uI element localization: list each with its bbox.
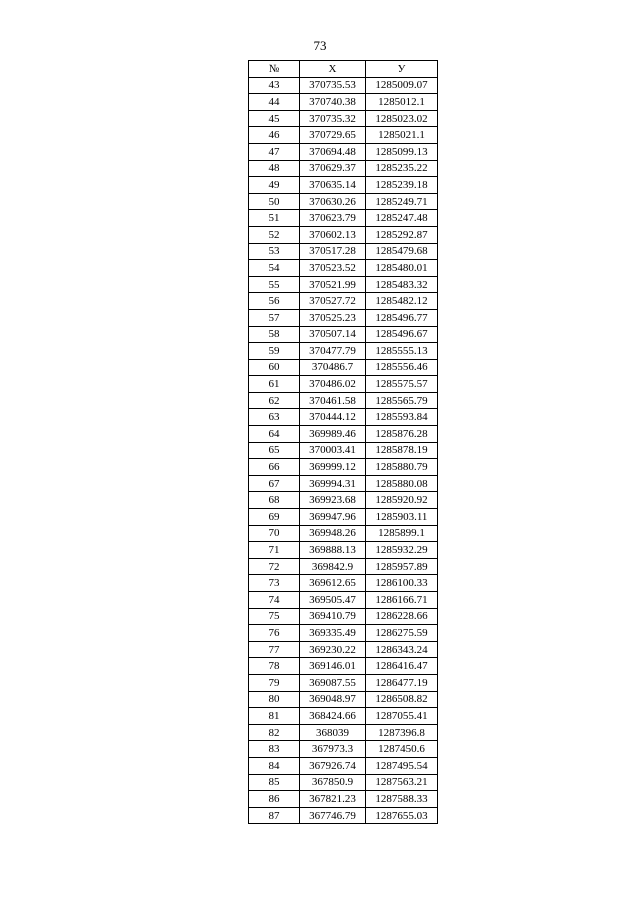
table-body: [249, 77, 438, 824]
point-number-cell: 66: [249, 459, 300, 476]
table-row: [249, 210, 438, 227]
table-row: [249, 774, 438, 791]
table-row: [249, 608, 438, 625]
x-coordinate-cell: 369505.47: [300, 592, 366, 609]
point-number-cell: 45: [249, 110, 300, 127]
y-coordinate-cell: 1285565.79: [366, 392, 438, 409]
point-number-cell: 65: [249, 442, 300, 459]
point-number-cell: 84: [249, 757, 300, 774]
y-coordinate-cell: 1285556.46: [366, 359, 438, 376]
x-coordinate-cell: 370629.37: [300, 160, 366, 177]
y-coordinate-cell: 1287450.6: [366, 741, 438, 758]
y-coordinate-cell: 1285479.68: [366, 243, 438, 260]
table-row: [249, 475, 438, 492]
x-coordinate-cell: 370735.53: [300, 77, 366, 94]
x-coordinate-cell: 370523.52: [300, 260, 366, 277]
x-coordinate-cell: 369994.31: [300, 475, 366, 492]
point-number-cell: 48: [249, 160, 300, 177]
y-coordinate-cell: 1285899.1: [366, 525, 438, 542]
point-number-cell: 78: [249, 658, 300, 675]
x-coordinate-cell: 370003.41: [300, 442, 366, 459]
table-row: [249, 359, 438, 376]
x-coordinate-cell: 370635.14: [300, 177, 366, 194]
table-row: [249, 791, 438, 808]
coordinates-table: [248, 60, 438, 824]
table-row: [249, 293, 438, 310]
point-number-cell: 72: [249, 558, 300, 575]
y-coordinate-cell: 1286477.19: [366, 674, 438, 691]
table-row: [249, 658, 438, 675]
x-coordinate-cell: 370527.72: [300, 293, 366, 310]
point-number-cell: 71: [249, 542, 300, 559]
x-coordinate-cell: 370486.02: [300, 376, 366, 393]
point-number-cell: 47: [249, 143, 300, 160]
point-number-cell: 50: [249, 193, 300, 210]
x-coordinate-cell: 370740.38: [300, 94, 366, 111]
point-number-cell: 83: [249, 741, 300, 758]
x-coordinate-cell: 369087.55: [300, 674, 366, 691]
table-row: [249, 193, 438, 210]
point-number-cell: 79: [249, 674, 300, 691]
table-row: [249, 674, 438, 691]
y-coordinate-cell: 1285021.1: [366, 127, 438, 144]
x-coordinate-cell: 370461.58: [300, 392, 366, 409]
y-coordinate-cell: 1285880.79: [366, 459, 438, 476]
point-number-cell: 44: [249, 94, 300, 111]
point-number-cell: 70: [249, 525, 300, 542]
y-coordinate-cell: 1287563.21: [366, 774, 438, 791]
table-row: [249, 708, 438, 725]
table-row: [249, 143, 438, 160]
header-x: X: [300, 61, 366, 78]
y-coordinate-cell: 1286100.33: [366, 575, 438, 592]
x-coordinate-cell: 367850.9: [300, 774, 366, 791]
x-coordinate-cell: 369612.65: [300, 575, 366, 592]
x-coordinate-cell: 369888.13: [300, 542, 366, 559]
x-coordinate-cell: 367973.3: [300, 741, 366, 758]
table-header-row: [249, 61, 438, 78]
y-coordinate-cell: 1286343.24: [366, 641, 438, 658]
y-coordinate-cell: 1287055.41: [366, 708, 438, 725]
table-row: [249, 94, 438, 111]
point-number-cell: 59: [249, 343, 300, 360]
x-coordinate-cell: 370517.28: [300, 243, 366, 260]
table-row: [249, 376, 438, 393]
x-coordinate-cell: 369842.9: [300, 558, 366, 575]
x-coordinate-cell: 370694.48: [300, 143, 366, 160]
header-y: У: [366, 61, 438, 78]
point-number-cell: 61: [249, 376, 300, 393]
y-coordinate-cell: 1285575.57: [366, 376, 438, 393]
y-coordinate-cell: 1285009.07: [366, 77, 438, 94]
y-coordinate-cell: 1287588.33: [366, 791, 438, 808]
table-row: [249, 757, 438, 774]
point-number-cell: 86: [249, 791, 300, 808]
y-coordinate-cell: 1285920.92: [366, 492, 438, 509]
table-row: [249, 276, 438, 293]
x-coordinate-cell: 367821.23: [300, 791, 366, 808]
point-number-cell: 46: [249, 127, 300, 144]
y-coordinate-cell: 1285239.18: [366, 177, 438, 194]
point-number-cell: 49: [249, 177, 300, 194]
table-row: [249, 575, 438, 592]
y-coordinate-cell: 1285480.01: [366, 260, 438, 277]
point-number-cell: 58: [249, 326, 300, 343]
y-coordinate-cell: 1285876.28: [366, 426, 438, 443]
table-row: [249, 77, 438, 94]
x-coordinate-cell: 370602.13: [300, 226, 366, 243]
x-coordinate-cell: 369923.68: [300, 492, 366, 509]
y-coordinate-cell: 1285880.08: [366, 475, 438, 492]
y-coordinate-cell: 1285292.87: [366, 226, 438, 243]
y-coordinate-cell: 1285483.32: [366, 276, 438, 293]
point-number-cell: 81: [249, 708, 300, 725]
x-coordinate-cell: 369048.97: [300, 691, 366, 708]
x-coordinate-cell: 370486.7: [300, 359, 366, 376]
x-coordinate-cell: 369410.79: [300, 608, 366, 625]
x-coordinate-cell: 370507.14: [300, 326, 366, 343]
point-number-cell: 74: [249, 592, 300, 609]
table-row: [249, 260, 438, 277]
point-number-cell: 64: [249, 426, 300, 443]
point-number-cell: 68: [249, 492, 300, 509]
table-row: [249, 326, 438, 343]
x-coordinate-cell: 370729.65: [300, 127, 366, 144]
x-coordinate-cell: 367746.79: [300, 807, 366, 824]
page-number: 73: [313, 38, 327, 53]
table-row: [249, 160, 438, 177]
y-coordinate-cell: 1286275.59: [366, 625, 438, 642]
point-number-cell: 54: [249, 260, 300, 277]
x-coordinate-cell: 369335.49: [300, 625, 366, 642]
table-row: [249, 409, 438, 426]
point-number-cell: 67: [249, 475, 300, 492]
table-row: [249, 110, 438, 127]
y-coordinate-cell: 1285903.11: [366, 509, 438, 526]
x-coordinate-cell: 369947.96: [300, 509, 366, 526]
x-coordinate-cell: 370623.79: [300, 210, 366, 227]
y-coordinate-cell: 1287396.8: [366, 724, 438, 741]
y-coordinate-cell: 1285012.1: [366, 94, 438, 111]
y-coordinate-cell: 1285099.13: [366, 143, 438, 160]
table-row: [249, 558, 438, 575]
table-row: [249, 641, 438, 658]
table-row: [249, 243, 438, 260]
table-row: [249, 392, 438, 409]
y-coordinate-cell: 1285555.13: [366, 343, 438, 360]
y-coordinate-cell: 1285878.19: [366, 442, 438, 459]
x-coordinate-cell: 367926.74: [300, 757, 366, 774]
point-number-cell: 57: [249, 309, 300, 326]
x-coordinate-cell: 369989.46: [300, 426, 366, 443]
table-row: [249, 525, 438, 542]
table-row: [249, 691, 438, 708]
y-coordinate-cell: 1286508.82: [366, 691, 438, 708]
table-row: [249, 724, 438, 741]
table-row: [249, 426, 438, 443]
point-number-cell: 69: [249, 509, 300, 526]
point-number-cell: 75: [249, 608, 300, 625]
header-number: №: [249, 61, 300, 78]
y-coordinate-cell: 1287655.03: [366, 807, 438, 824]
table-row: [249, 343, 438, 360]
x-coordinate-cell: 369999.12: [300, 459, 366, 476]
point-number-cell: 82: [249, 724, 300, 741]
y-coordinate-cell: 1286228.66: [366, 608, 438, 625]
table-row: [249, 459, 438, 476]
y-coordinate-cell: 1285593.84: [366, 409, 438, 426]
table-row: [249, 442, 438, 459]
table-row: [249, 741, 438, 758]
y-coordinate-cell: 1285247.48: [366, 210, 438, 227]
point-number-cell: 87: [249, 807, 300, 824]
table-row: [249, 542, 438, 559]
point-number-cell: 63: [249, 409, 300, 426]
point-number-cell: 62: [249, 392, 300, 409]
table-row: [249, 807, 438, 824]
point-number-cell: 85: [249, 774, 300, 791]
y-coordinate-cell: 1286166.71: [366, 592, 438, 609]
point-number-cell: 53: [249, 243, 300, 260]
x-coordinate-cell: 369146.01: [300, 658, 366, 675]
point-number-cell: 43: [249, 77, 300, 94]
table-row: [249, 625, 438, 642]
x-coordinate-cell: 369948.26: [300, 525, 366, 542]
x-coordinate-cell: 368424.66: [300, 708, 366, 725]
x-coordinate-cell: 370630.26: [300, 193, 366, 210]
y-coordinate-cell: 1285023.02: [366, 110, 438, 127]
point-number-cell: 56: [249, 293, 300, 310]
x-coordinate-cell: 370477.79: [300, 343, 366, 360]
x-coordinate-cell: 370735.32: [300, 110, 366, 127]
table-row: [249, 127, 438, 144]
x-coordinate-cell: 369230.22: [300, 641, 366, 658]
y-coordinate-cell: 1287495.54: [366, 757, 438, 774]
x-coordinate-cell: 368039: [300, 724, 366, 741]
y-coordinate-cell: 1286416.47: [366, 658, 438, 675]
y-coordinate-cell: 1285496.67: [366, 326, 438, 343]
y-coordinate-cell: 1285957.89: [366, 558, 438, 575]
y-coordinate-cell: 1285235.22: [366, 160, 438, 177]
table-row: [249, 492, 438, 509]
y-coordinate-cell: 1285932.29: [366, 542, 438, 559]
point-number-cell: 51: [249, 210, 300, 227]
x-coordinate-cell: 370444.12: [300, 409, 366, 426]
table-row: [249, 592, 438, 609]
table-row: [249, 509, 438, 526]
point-number-cell: 55: [249, 276, 300, 293]
point-number-cell: 73: [249, 575, 300, 592]
point-number-cell: 80: [249, 691, 300, 708]
table-row: [249, 309, 438, 326]
y-coordinate-cell: 1285482.12: [366, 293, 438, 310]
y-coordinate-cell: 1285496.77: [366, 309, 438, 326]
y-coordinate-cell: 1285249.71: [366, 193, 438, 210]
point-number-cell: 60: [249, 359, 300, 376]
point-number-cell: 52: [249, 226, 300, 243]
table-row: [249, 177, 438, 194]
point-number-cell: 76: [249, 625, 300, 642]
point-number-cell: 77: [249, 641, 300, 658]
x-coordinate-cell: 370521.99: [300, 276, 366, 293]
table-row: [249, 226, 438, 243]
x-coordinate-cell: 370525.23: [300, 309, 366, 326]
